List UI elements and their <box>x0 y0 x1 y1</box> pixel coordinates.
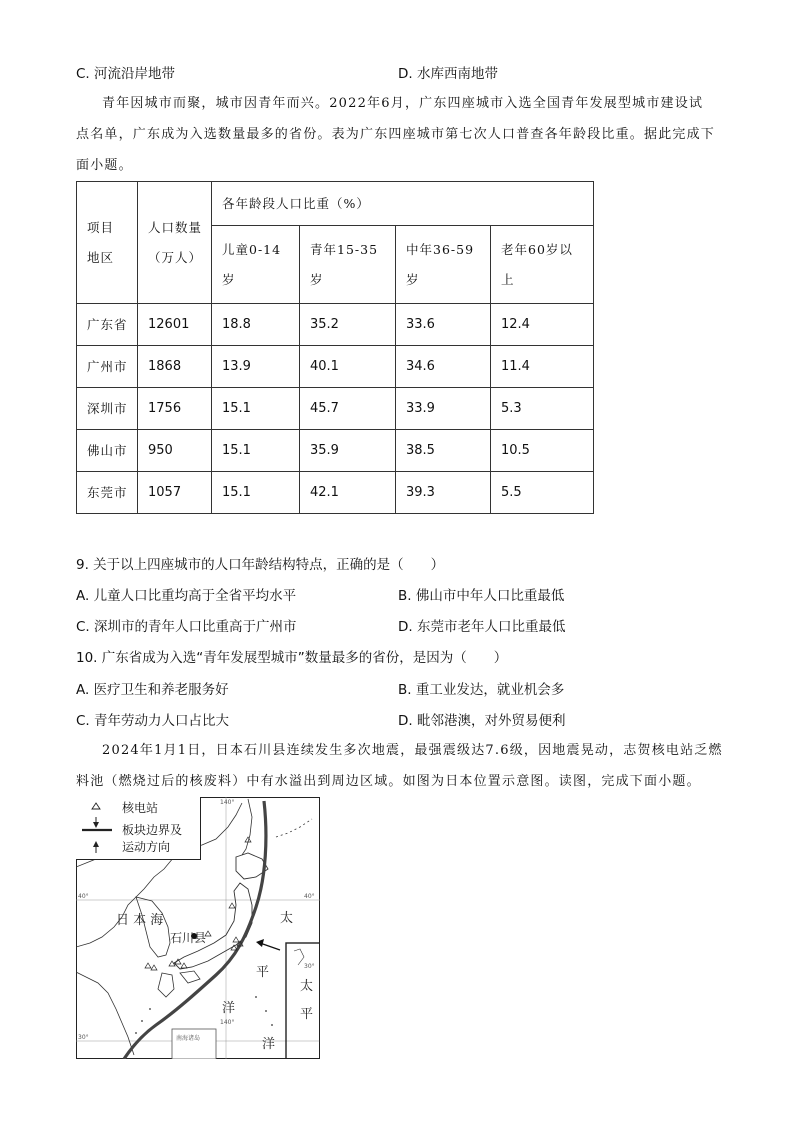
population-cell: 1868 <box>138 346 212 388</box>
value-cell: 38.5 <box>396 430 491 472</box>
value-cell: 35.2 <box>300 304 396 346</box>
pacific-inset-char-3: 洋 <box>262 1037 276 1052</box>
value-cell: 33.6 <box>396 304 491 346</box>
population-header-line2: （万人） <box>148 249 203 265</box>
pacific-char-3: 洋 <box>222 1001 236 1016</box>
value-cell: 5.3 <box>491 388 594 430</box>
sea-of-japan-label: 日 本 海 <box>116 913 164 928</box>
value-cell: 15.1 <box>212 430 300 472</box>
pacific-char-1: 太 <box>280 911 294 926</box>
question-10-option-b[interactable]: B. 重工业发达，就业机会多 <box>398 682 565 698</box>
population-header-line1: 人口数量 <box>148 219 203 235</box>
japan-location-map <box>76 797 320 1059</box>
value-cell: 33.9 <box>396 388 491 430</box>
age-header-middle: 中年36-59 岁 <box>396 226 491 304</box>
question-9-option-c[interactable]: C. 深圳市的青年人口比重高于广州市 <box>76 619 297 635</box>
question-9-option-a[interactable]: A. 儿童人口比重均高于全省平均水平 <box>76 588 297 604</box>
intro-text-2: 2024年1月1日，日本石川县连续发生多次地震，最强震级达7.6级，因地震晃动，志贺核电站乏燃料池（燃烧过后的核废料）中有水溢出到周边区域。如图为日本位置示意图。读图，完成下面小题。 <box>76 743 723 789</box>
age-header-youth: 青年15-35 岁 <box>300 226 396 304</box>
question-9-stem: 9. 关于以上四座城市的人口年龄结构特点，正确的是（ ） <box>76 557 445 573</box>
pacific-char-2: 平 <box>256 965 270 980</box>
nuclear-plant-icon <box>92 803 100 809</box>
option-d-prev: D. 水库西南地带 <box>398 66 498 82</box>
question-10-option-a[interactable]: A. 医疗卫生和养老服务好 <box>76 682 229 698</box>
table-row <box>77 388 594 430</box>
value-cell: 15.1 <box>212 388 300 430</box>
age-header-elderly: 老年60岁以 上 <box>491 226 594 304</box>
pacific-inset-char-2: 平 <box>300 1007 314 1022</box>
population-cell: 12601 <box>138 304 212 346</box>
region-cell: 东莞市 <box>77 472 138 514</box>
value-cell: 15.1 <box>212 472 300 514</box>
ishikawa-label: 石川县 <box>170 931 207 945</box>
table-row <box>77 346 594 388</box>
population-cell: 1057 <box>138 472 212 514</box>
intro-text-1: 青年因城市而聚，城市因青年而兴。2022年6月，广东四座城市入选全国青年发展型城市建设试点名单，广东成为入选数量最多的省份。表为广东四座城市第七次人口普查各年龄段比重。据此完成下面小题。 <box>76 96 716 173</box>
inset-note: 南海诸岛 <box>176 1035 201 1042</box>
corner-bottom: 地区 <box>87 249 115 265</box>
region-cell: 深圳市 <box>77 388 138 430</box>
tick-lat-left: 40° <box>78 893 89 900</box>
option-c-prev: C. 河流沿岸地带 <box>76 66 176 82</box>
intro-paragraph-1 <box>76 88 716 181</box>
value-cell: 11.4 <box>491 346 594 388</box>
legend-boundary-label-2: 运动方向 <box>122 840 171 854</box>
map-legend <box>76 797 201 860</box>
value-cell: 45.7 <box>300 388 396 430</box>
pacific-inset-char-1: 太 <box>300 979 314 994</box>
value-cell: 39.3 <box>396 472 491 514</box>
legend-symbols <box>76 797 116 859</box>
tick-lat-left-bottom: 30° <box>78 1034 89 1041</box>
tick-lat-right-bottom: 30° <box>304 963 315 970</box>
tick-lat-right: 40° <box>304 893 315 900</box>
value-cell: 42.1 <box>300 472 396 514</box>
question-10-option-c[interactable]: C. 青年劳动力人口占比大 <box>76 713 230 729</box>
value-cell: 5.5 <box>491 472 594 514</box>
question-9-option-b[interactable]: B. 佛山市中年人口比重最低 <box>398 588 565 604</box>
value-cell: 18.8 <box>212 304 300 346</box>
table-row <box>77 430 594 472</box>
region-cell: 广东省 <box>77 304 138 346</box>
legend-boundary-label-1: 板块边界及 <box>122 823 183 837</box>
population-cell: 1756 <box>138 388 212 430</box>
intro-paragraph-2 <box>76 735 724 797</box>
corner-top: 项目 <box>87 219 115 235</box>
legend-nuclear-label: 核电站 <box>122 801 159 815</box>
value-cell: 35.9 <box>300 430 396 472</box>
value-cell: 34.6 <box>396 346 491 388</box>
age-group-header: 各年龄段人口比重（%） <box>212 182 594 226</box>
tick-lon-top: 140° <box>220 799 235 806</box>
question-10-stem: 10. 广东省成为入选“青年发展型城市”数量最多的省份，是因为（ ） <box>76 650 508 666</box>
table-row <box>77 304 594 346</box>
population-cell: 950 <box>138 430 212 472</box>
population-table <box>76 181 594 514</box>
region-cell: 佛山市 <box>77 430 138 472</box>
value-cell: 13.9 <box>212 346 300 388</box>
population-header <box>138 182 212 304</box>
corner-header <box>77 182 138 304</box>
value-cell: 40.1 <box>300 346 396 388</box>
age-header-child: 儿童0-14 岁 <box>212 226 300 304</box>
value-cell: 12.4 <box>491 304 594 346</box>
region-cell: 广州市 <box>77 346 138 388</box>
table-row <box>77 472 594 514</box>
value-cell: 10.5 <box>491 430 594 472</box>
tick-lon-bottom: 140° <box>220 1019 235 1026</box>
question-10-option-d[interactable]: D. 毗邻港澳，对外贸易便利 <box>398 713 566 729</box>
question-9-option-d[interactable]: D. 东莞市老年人口比重最低 <box>398 619 566 635</box>
